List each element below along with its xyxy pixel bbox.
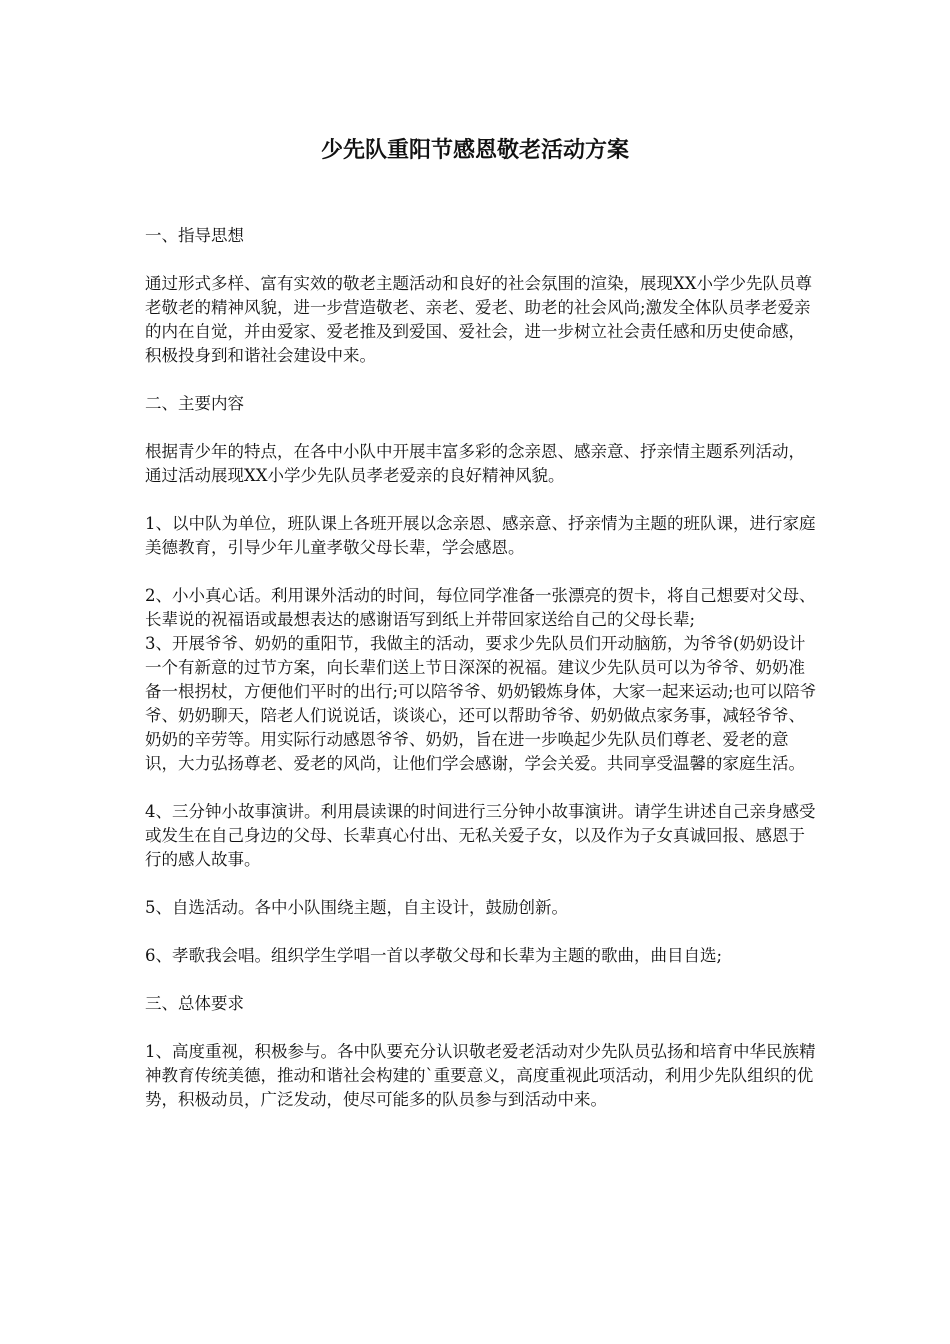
paragraph: 5、自选活动。各中小队围绕主题，自主设计，鼓励创新。: [145, 898, 568, 917]
paragraph: 根据青少年的特点，在各中小队中开展丰富多彩的念亲恩、感亲意、抒亲情主题系列活动，通过活动展现XX小学少先队员孝老爱亲的良好精神风貌。: [145, 442, 805, 485]
document-title: 少先队重阳节感恩敬老活动方案: [320, 138, 629, 163]
paragraph: 1、高度重视，积极参与。各中队要充分认识敬老爱老活动对少先队员弘扬和培育中华民族精神教育传统美德，推动和谐社会构建的`重要意义，高度重视此项活动，利用少先队组织的优势，积极动员，广泛发动，使尽可能多的队员参与到活动中来。: [145, 1042, 816, 1109]
section-heading-guiding-ideology: 一、指导思想: [145, 226, 244, 245]
section-heading-overall-requirements: 三、总体要求: [145, 994, 244, 1013]
paragraph: 通过形式多样、富有实效的敬老主题活动和良好的社会氛围的渲染，展现XX小学少先队员尊老敬老的精神风貌，进一步营造敬老、亲老、爱老、助老的社会风尚;激发全体队员孝老爱亲的内在自觉，并由爱家、爱老推及到爱国、爱社会，进一步树立社会责任感和历史使命感，积极投身到和谐社会建设中来。: [145, 274, 812, 365]
paragraph: 1、以中队为单位，班队课上各班开展以念亲恩、感亲意、抒亲情为主题的班队课，进行家庭美德教育，引导少年儿童孝敬父母长辈，学会感恩。: [145, 514, 816, 557]
paragraph: 6、孝歌我会唱。组织学生学唱一首以孝敬父母和长辈为主题的歌曲，曲目自选;: [145, 946, 723, 965]
paragraph: 3、开展爷爷、奶奶的重阳节，我做主的活动，要求少先队员们开动脑筋，为爷爷(奶奶设计一个有新意的过节方案，向长辈们送上节日深深的祝福。建议少先队员可以为爷爷、奶奶准备一根拐杖，方便他们平时的出行;可以陪爷爷、奶奶锻炼身体，大家一起来运动;也可以陪爷爷、奶奶聊天，陪老人们说说话，谈谈心，还可以帮助爷爷、奶奶做点家务事，减轻爷爷、奶奶的辛劳等。用实际行动感恩爷爷、奶奶，旨在进一步唤起少先队员们尊老、爱老的意识，大力弘扬尊老、爱老的风尚，让他们学会感谢，学会关爱。共同享受温馨的家庭生活。: [145, 634, 817, 773]
paragraph: 2、小小真心话。利用课外活动的时间，每位同学准备一张漂亮的贺卡，将自己想要对父母、长辈说的祝福语或最想表达的感谢语写到纸上并带回家送给自己的父母长辈;: [145, 586, 816, 629]
document-body: [145, 224, 817, 1136]
paragraph: 4、三分钟小故事演讲。利用晨读课的时间进行三分钟小故事演讲。请学生讲述自己亲身感受或发生在自己身边的父母、长辈真心付出、无私关爱子女，以及作为子女真诚回报、感恩于行的感人故事。: [145, 802, 816, 869]
section-heading-main-content: 二、主要内容: [145, 394, 244, 413]
